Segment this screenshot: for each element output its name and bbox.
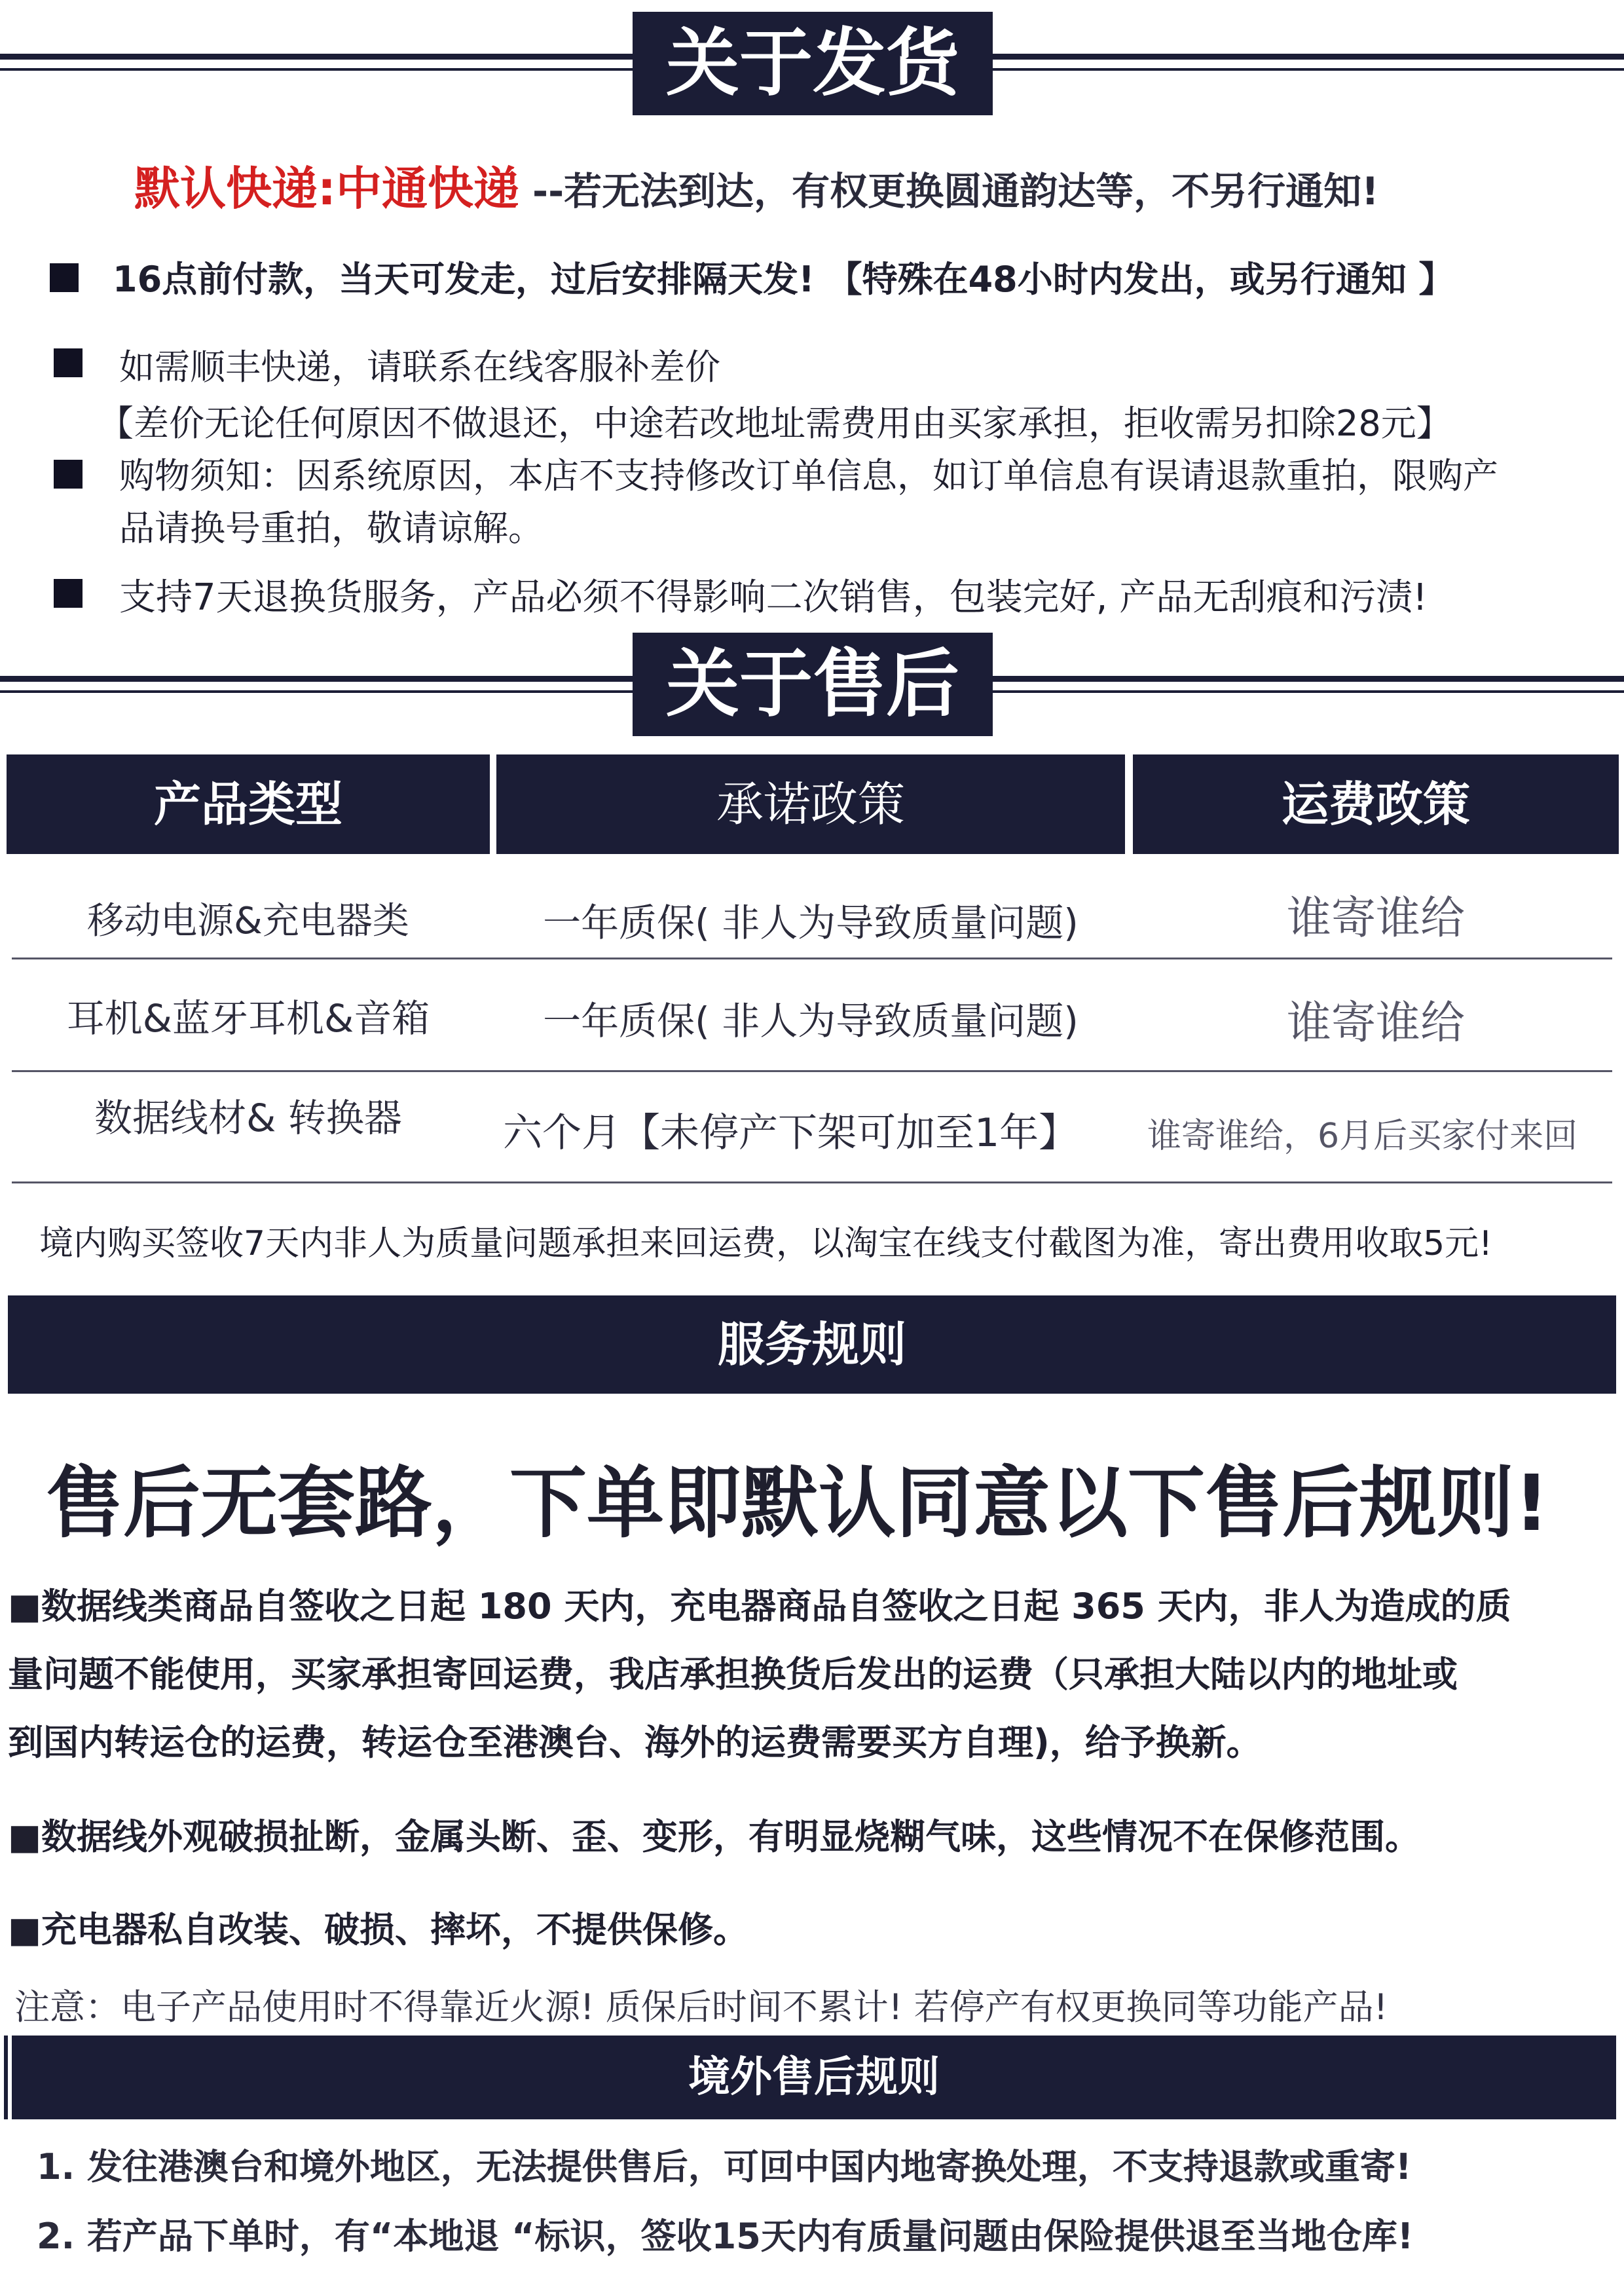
bullet-square [50, 263, 79, 292]
table-cell: 谁寄谁给，6月后买家付来回 [1147, 1117, 1578, 1156]
rules-para1-line1: ■数据线类商品自签收之日起 180 天内，充电器商品自签收之日起 365 天内，非人为造成的质 [8, 1586, 1511, 1627]
rules-para1-line3: 到国内转运仓的运费，转运仓至港澳台、海外的运费需要买方自理)，给予换新。 [8, 1722, 1262, 1763]
bullet-square [54, 348, 83, 377]
overseas-title: 境外售后规则 [12, 2036, 1616, 2119]
shipping-item-5: 品请换号重拍，敬请谅解。 [119, 508, 544, 549]
rules-title: 服务规则 [8, 1295, 1616, 1394]
table-cell: 耳机&蓝牙耳机&音箱 [66, 996, 430, 1041]
rules-para2: ■数据线外观破损扯断，金属头断、歪、变形，有明显烧糊气味，这些情况不在保修范围。 [8, 1816, 1421, 1857]
courier-value: 中通快递 [336, 162, 519, 215]
table-divider [12, 1070, 1612, 1072]
table-cell: 六个月【未停产下架可加至1年】 [503, 1110, 1079, 1156]
rules-note: 注意：电子产品使用时不得靠近火源! 质保后时间不累计! 若停产有权更换同等功能产品! [14, 1986, 1388, 2028]
table-cell: 一年质保( 非人为导致质量问题) [543, 999, 1079, 1043]
shipping-item-3: 【差价无论任何原因不做退还，中途若改地址需费用由买家承担，拒收需另扣除28元】 [98, 403, 1452, 444]
table-cell: 一年质保( 非人为导致质量问题) [543, 901, 1079, 945]
shipping-item-6: 支持7天退换货服务，产品必须不得影响二次销售，包装完好, 产品无刮痕和污渍! [119, 576, 1428, 619]
overseas-band-accent [4, 2036, 8, 2119]
table-cell: 谁寄谁给 [1286, 893, 1465, 944]
table-cell: 谁寄谁给 [1286, 997, 1465, 1049]
table-divider [12, 958, 1612, 959]
shipping-item-2: 如需顺丰快递，请联系在线客服补差价 [119, 346, 720, 388]
courier-note: --若无法到达，有权更换圆通韵达等，不另行通知! [532, 169, 1379, 214]
overseas-item-1: 1. 发往港澳台和境外地区，无法提供售后，可回中国内地寄换处理，不支持退款或重寄! [37, 2146, 1412, 2187]
rules-para1-line2: 量问题不能使用，买家承担寄回运费，我店承担换货后发出的运费（只承担大陆以内的地址或 [8, 1654, 1458, 1695]
courier-line [134, 152, 1379, 218]
table-header-type: 产品类型 [7, 754, 490, 854]
rules-headline: 售后无套路，下单即默认同意以下售后规则! [46, 1458, 1549, 1548]
aftersale-note: 境内购买签收7天内非人为质量问题承担来回运费，以淘宝在线支付截图为准，寄出费用收取5元! [39, 1224, 1493, 1263]
table-header-policy: 承诺政策 [496, 754, 1125, 854]
rules-para3: ■充电器私自改装、破损、摔坏，不提供保修。 [8, 1909, 749, 1950]
bullet-square [54, 579, 83, 608]
bullet-square [54, 460, 83, 489]
courier-label: 默认快递: [134, 162, 336, 215]
table-header-shipping: 运费政策 [1133, 754, 1619, 854]
shipping-title: 关于发货 [633, 12, 993, 115]
shipping-item-4: 购物须知：因系统原因，本店不支持修改订单信息，如订单信息有误请退款重拍，限购产 [119, 455, 1498, 496]
aftersale-title: 关于售后 [633, 633, 993, 736]
shipping-item-1: 16点前付款，当天可发走，过后安排隔天发! 【特殊在48小时内发出，或另行通知 】 [113, 259, 1454, 300]
table-cell: 数据线材& 转换器 [94, 1096, 402, 1140]
table-cell: 移动电源&充电器类 [87, 900, 409, 942]
overseas-item-2: 2. 若产品下单时，有“本地退 “标识，签收15天内有质量问题由保险提供退至当地仓库! [37, 2216, 1414, 2257]
table-divider [12, 1181, 1612, 1183]
